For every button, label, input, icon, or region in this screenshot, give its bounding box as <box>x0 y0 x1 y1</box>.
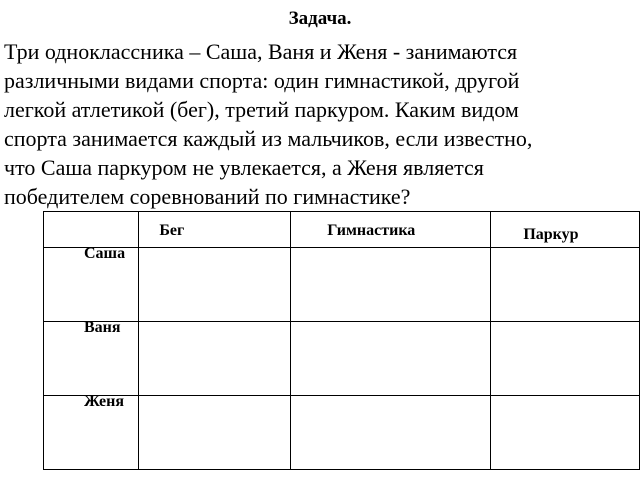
answer-cell[interactable] <box>491 396 640 470</box>
answer-cell[interactable] <box>139 322 291 396</box>
task-title: Задача. <box>288 8 352 29</box>
column-header-parkour: Паркур <box>491 212 640 248</box>
row-header-vanya: Ваня <box>84 319 121 336</box>
task-line: различными видами спорта: один гимнастикой, другой <box>4 68 520 93</box>
table-row <box>44 322 640 396</box>
row-header-cell <box>44 245 139 322</box>
row-header-cell <box>44 393 139 470</box>
task-line: спорта занимается каждый из мальчиков, если известно, <box>4 126 533 151</box>
table-header-row <box>44 212 640 248</box>
answer-cell[interactable] <box>291 248 491 322</box>
task-text <box>4 37 634 211</box>
answer-cell[interactable] <box>291 322 491 396</box>
answer-table <box>43 211 640 470</box>
answer-cell[interactable] <box>139 396 291 470</box>
column-header-gymnastics: Гимнастика <box>291 212 491 248</box>
answer-cell[interactable] <box>291 396 491 470</box>
row-header-sasha: Саша <box>84 245 126 262</box>
table-row <box>44 396 640 470</box>
answer-cell[interactable] <box>139 248 291 322</box>
corner-cell <box>44 212 139 248</box>
task-line: победителем соревнований по гимнастике? <box>4 184 411 209</box>
table-row <box>44 248 640 322</box>
row-header-zhenya: Женя <box>84 393 124 410</box>
task-line: Три одноклассника – Саша, Ваня и Женя - занимаются <box>4 39 518 64</box>
task-line: легкой атлетикой (бег), третий паркуром. Каким видом <box>4 97 519 122</box>
answer-cell[interactable] <box>491 248 640 322</box>
task-line: что Саша паркуром не увлекается, а Женя является <box>4 155 484 180</box>
row-header-cell <box>44 319 139 396</box>
answer-cell[interactable] <box>491 322 640 396</box>
column-header-run: Бег <box>139 212 291 248</box>
